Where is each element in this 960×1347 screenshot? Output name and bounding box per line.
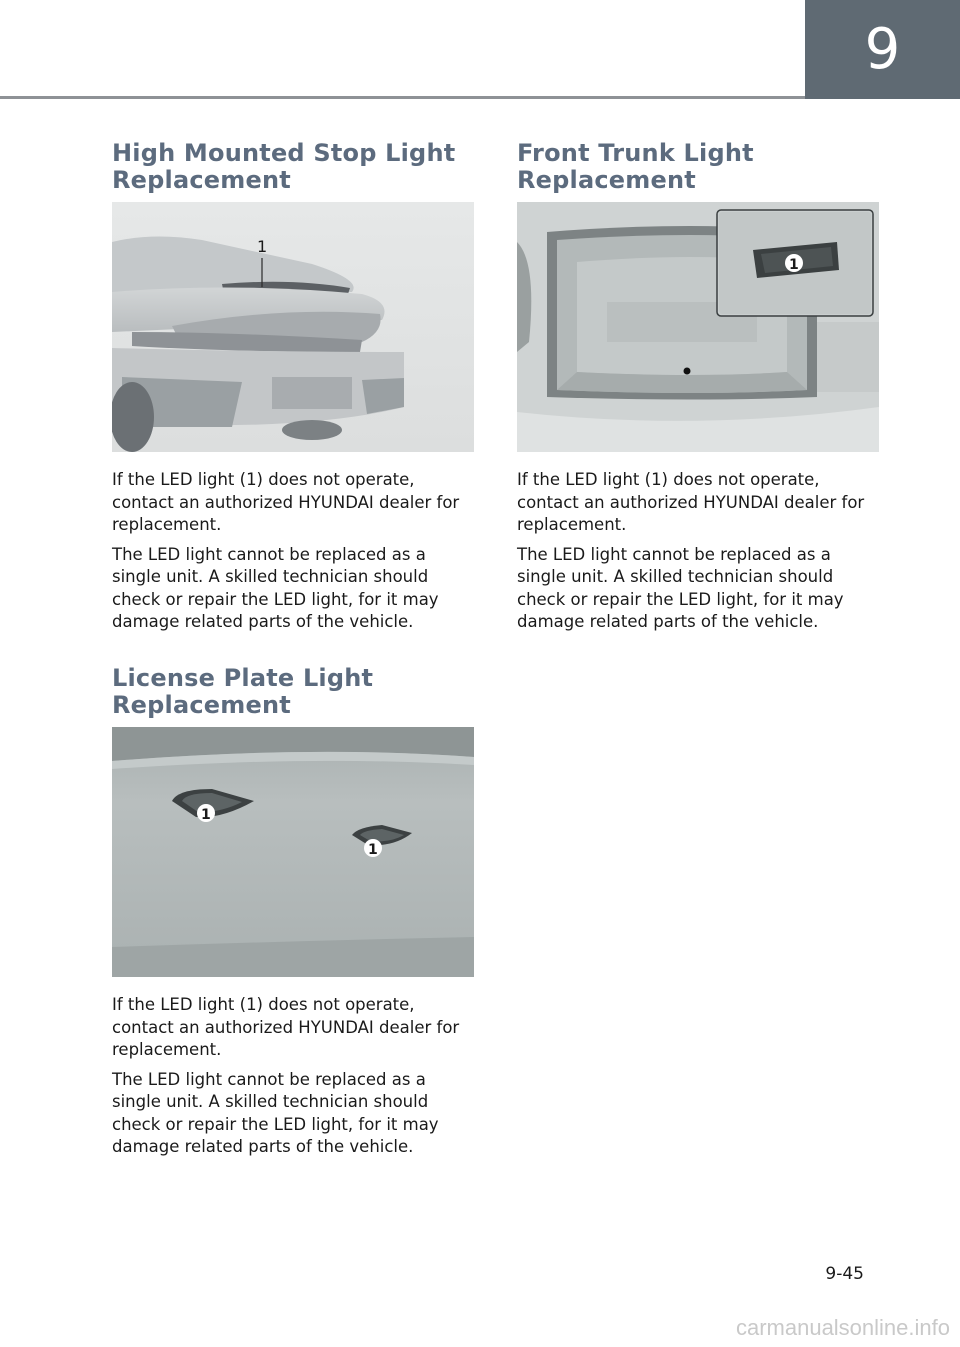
license-light-text: [112, 994, 474, 1159]
section-title: [112, 665, 474, 719]
watermark: carmanualsonline.info: [735, 1315, 950, 1340]
paragraph: The LED light cannot be replaced as a single unit. A skilled technician should check or repair the LED light, for it may damage related parts of the vehicle.: [112, 1069, 439, 1156]
section-title: [517, 140, 879, 194]
callout-label: 1: [368, 842, 378, 858]
section-license-light: [112, 665, 474, 1159]
chapter-number: 9: [864, 17, 901, 82]
trunk-light-text: [517, 469, 879, 634]
title-line-2: Replacement: [112, 166, 291, 194]
stop-light-figure: [112, 202, 474, 452]
title-line-2: Replacement: [517, 166, 696, 194]
callout-label: 1: [789, 257, 799, 273]
title-line-1: High Mounted Stop Light: [112, 139, 456, 167]
callout-label: 1: [201, 807, 211, 823]
header-rule: [0, 96, 805, 99]
section-stop-light: [112, 140, 474, 634]
chapter-tab: [805, 0, 960, 99]
stop-light-text: [112, 469, 474, 634]
section-title: [112, 140, 474, 194]
title-line-1: License Plate Light: [112, 664, 374, 692]
paragraph: If the LED light (1) does not operate, contact an authorized HYUNDAI dealer for replacement.: [112, 995, 460, 1059]
front-trunk-illustration: [517, 202, 879, 452]
paragraph: If the LED light (1) does not operate, contact an authorized HYUNDAI dealer for replacement.: [517, 470, 865, 534]
trunk-light-figure: [517, 202, 879, 452]
paragraph: If the LED light (1) does not operate, contact an authorized HYUNDAI dealer for replacement.: [112, 470, 460, 534]
page-number: 9-45: [825, 1264, 864, 1284]
license-light-figure: [112, 727, 474, 977]
section-trunk-light: [517, 140, 879, 634]
paragraph: The LED light cannot be replaced as a single unit. A skilled technician should check or repair the LED light, for it may damage related parts of the vehicle.: [112, 544, 439, 631]
title-line-2: Replacement: [112, 691, 291, 719]
callout-label: 1: [257, 237, 268, 256]
paragraph: The LED light cannot be replaced as a single unit. A skilled technician should check or repair the LED light, for it may damage related parts of the vehicle.: [517, 544, 844, 631]
license-plate-area-illustration: [112, 727, 474, 977]
rear-car-illustration: [112, 202, 474, 452]
title-line-1: Front Trunk Light: [517, 139, 754, 167]
